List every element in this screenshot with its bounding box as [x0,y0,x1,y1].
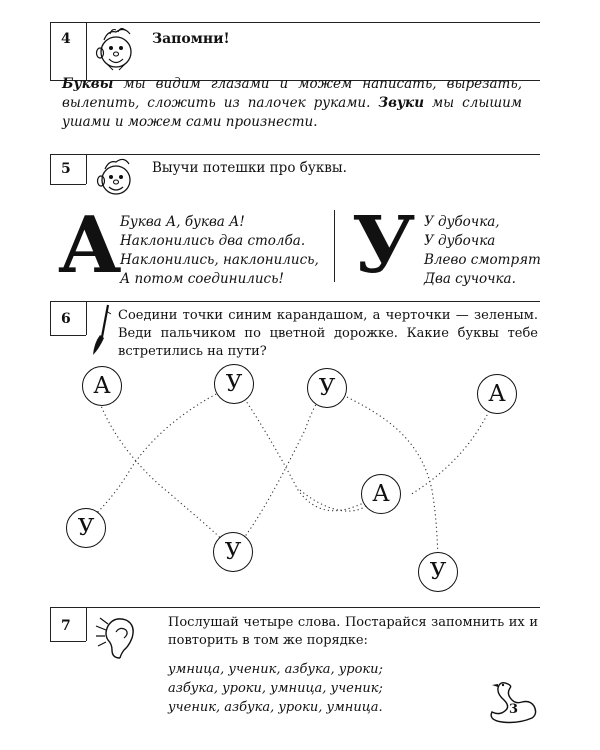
swan-icon [486,678,538,724]
task7-top-rule [50,607,540,608]
task7-number-bottom-rule [50,641,86,642]
rule-sentence-2: мы слышим ушами и можем сами произнести. [62,95,522,130]
task4-title: Запомни! [152,31,230,47]
letters-term: Буквы [62,76,114,92]
sounds-term: Звуки [378,95,425,111]
page-number: 3 [509,702,519,717]
poem-a-line-4: А потом соединились! [120,271,284,287]
word-lines [168,660,383,717]
letter-circle-3: У [307,368,347,408]
big-letter-u: У [352,200,416,291]
word-line-2: азбука, уроки, умница, ученик; [168,681,383,696]
poem-u-line-1: У дубочка, [424,214,500,230]
big-letter-a: А [58,200,122,291]
letter-circle-2: У [214,364,254,404]
poem-u-line-2: У дубочка [424,233,496,249]
letter-circle-8: У [418,552,458,592]
letter-circle-4: А [477,374,517,414]
task7-number-divider [86,607,87,641]
poem-a-line-2: Наклонились два столба. [120,233,306,249]
ear-icon [94,612,144,664]
letter-circle-5: У [66,508,106,548]
letter-circle-1: А [82,366,122,406]
letter-circle-7: А [361,474,401,514]
task4-number: 4 [61,31,71,47]
poem-u-line-3: Влево смотрят [424,252,541,268]
poem-a-line-3: Наклонились, наклонились, [120,252,319,268]
poem-a-line-1: Буква А, буква А! [120,214,245,230]
task7-left-rule [50,607,51,641]
task5-title: Выучи потешки про буквы. [152,160,347,176]
rule-sentence-1: мы видим глазами и можем написать, вырезать, вылепить, сложить из палочек руками. [62,76,522,111]
letter-circle-6: У [213,532,253,572]
task7-number: 7 [61,618,71,634]
task7-instruction: Послушай четыре слова. Постарайся запомнить их и повторить в том же порядке: [168,615,538,648]
poem-u-line-4: Два сучочка. [424,271,516,287]
word-line-1: умница, ученик, азбука, уроки; [168,662,383,677]
task6-instruction: Соедини точки синим карандашом, а черточки — зеленым. Веди пальчиком по цветной дорожке. Какие буквы тебе встретились на пути? [118,308,538,359]
task6-number: 6 [61,311,71,327]
task5-number: 5 [61,161,71,177]
word-line-3: ученик, азбука, уроки, умница. [168,700,383,715]
